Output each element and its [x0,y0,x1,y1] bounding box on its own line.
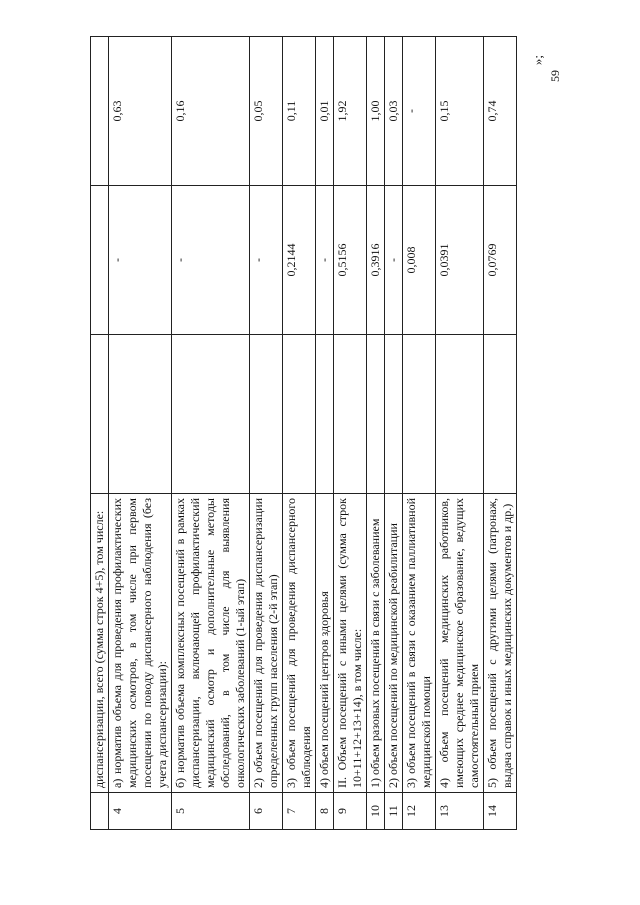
table-row [484,37,517,830]
row-number-cell: 13 [436,793,484,830]
value-col1-cell [334,335,367,494]
row-number-cell: 14 [484,793,517,830]
value-col1-cell [385,335,403,494]
value-col3-cell: 0,03 [385,37,403,186]
value-col2-cell: - [109,186,172,335]
value-col2-cell: - [385,186,403,335]
row-description-cell: 4) объем посещений центров здоровья [316,494,334,793]
row-number-cell [91,793,109,830]
value-col1-cell [367,335,385,494]
row-description-cell: 2) объем посещений по медицинской реабилитации [385,494,403,793]
value-col2-cell: 0,0769 [484,186,517,335]
row-description-cell: 2) объем посещений для проведения диспансеризации определенных групп населения (2-й этап) [250,494,283,793]
row-number-cell: 6 [250,793,283,830]
value-col1-cell [436,335,484,494]
page-number: 59 [548,70,562,82]
value-col2-cell: - [250,186,283,335]
value-col2-cell: 0,0391 [436,186,484,335]
value-col3-cell: 0,63 [109,37,172,186]
row-number-cell: 10 [367,793,385,830]
value-col3-cell: 0,05 [250,37,283,186]
value-col3-cell [91,37,109,186]
value-col1-cell [316,335,334,494]
value-col2-cell: - [172,186,250,335]
value-col1-cell [250,335,283,494]
row-description-cell: 4) объем посещений медицинских работников, имеющих среднее медицинское образование, ведущих самостоятельный прием [436,494,484,793]
value-col2-cell: - [316,186,334,335]
value-col2-cell: 0,3916 [367,186,385,335]
value-col2-cell: 0,5156 [334,186,367,335]
volume-table [90,36,517,830]
table-row [91,37,109,830]
row-description-cell: 5) объем посещений с другими целями (патронаж, выдача справок и иных медицинских документов и др.) [484,494,517,793]
table-row [403,37,436,830]
row-description-cell: 3) объем посещений для проведения диспансерного наблюдения [283,494,316,793]
table-row [250,37,283,830]
table-row [385,37,403,830]
table-row [172,37,250,830]
value-col2-cell: 0,2144 [283,186,316,335]
value-col1-cell [283,335,316,494]
value-col3-cell: 1,92 [334,37,367,186]
row-description-cell: II. Объем посещений с иными целями (сумма строк 10+11+12+13+14), в том числе: [334,494,367,793]
row-number-cell: 11 [385,793,403,830]
row-number-cell: 4 [109,793,172,830]
value-col3-cell: 1,00 [367,37,385,186]
row-number-cell: 5 [172,793,250,830]
table-row [109,37,172,830]
table-row [316,37,334,830]
row-number-cell: 9 [334,793,367,830]
table-row [283,37,316,830]
value-col3-cell: 0,74 [484,37,517,186]
value-col3-cell: 0,15 [436,37,484,186]
table-row [436,37,484,830]
value-col1-cell [484,335,517,494]
value-col3-cell: 0,16 [172,37,250,186]
value-col3-cell: - [403,37,436,186]
value-col3-cell: 0,01 [316,37,334,186]
table-row [334,37,367,830]
rotated-table-container [90,50,550,830]
row-number-cell: 12 [403,793,436,830]
row-number-cell: 7 [283,793,316,830]
value-col3-cell: 0,11 [283,37,316,186]
table-row [367,37,385,830]
value-col1-cell [172,335,250,494]
row-description-cell: б) норматив объема комплексных посещений в рамках диспансеризации, включающей профилактический медицинский осмотр и дополнительные методы обследований, в том числе для выявления онкологических заболеваний (1-ый этап) [172,494,250,793]
value-col2-cell: 0,008 [403,186,436,335]
value-col1-cell [91,335,109,494]
row-description-cell: а) норматив объема для проведения профилактических медицинских осмотров, в том числе при первом посещении по поводу диспансерного наблюдения (без учета диспансеризации): [109,494,172,793]
value-col2-cell [91,186,109,335]
end-quote-mark: »; [530,55,545,66]
row-number-cell: 8 [316,793,334,830]
row-description-cell: 3) объем посещений в связи с оказанием паллиативной медицинской помощи [403,494,436,793]
row-description-cell: 1) объем разовых посещений в связи с заболеванием [367,494,385,793]
value-col1-cell [109,335,172,494]
row-description-cell: диспансеризации, всего (сумма строк 4+5), том числе: [91,494,109,793]
value-col1-cell [403,335,436,494]
